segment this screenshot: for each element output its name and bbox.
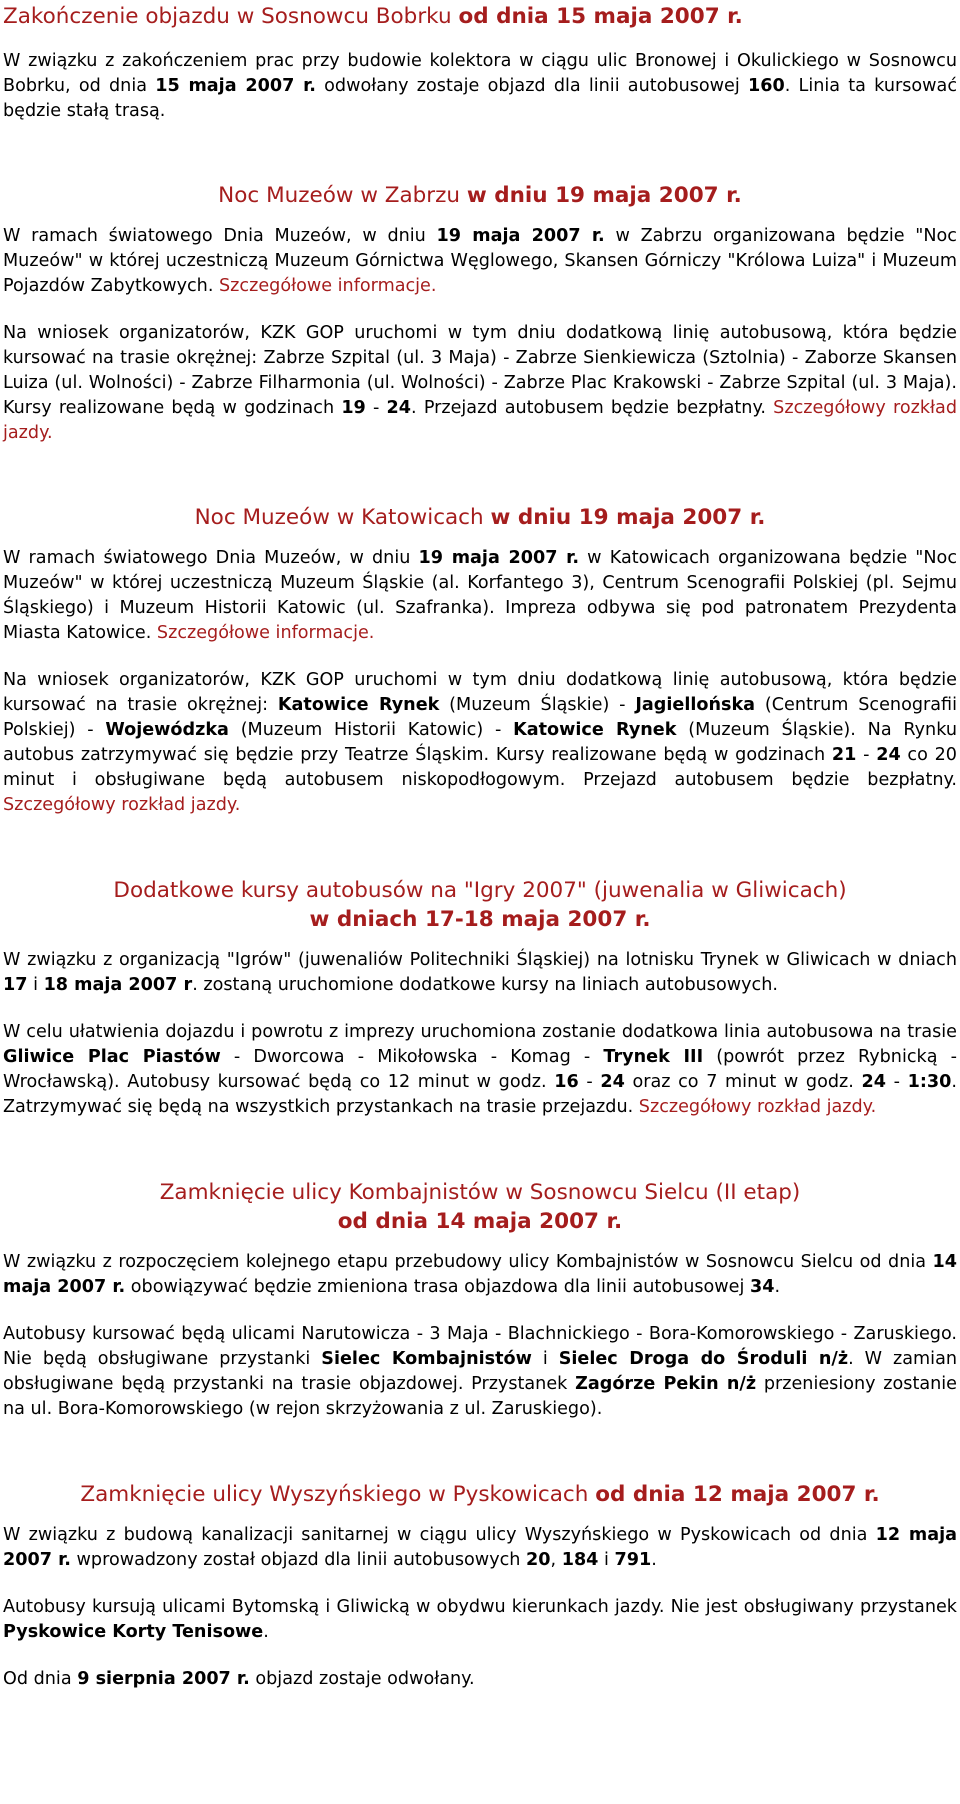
- section-title: Zamknięcie ulicy Kombajnistów w Sosnowcu Sielcu (II etap) od dnia 14 maja 2007 r.: [3, 1178, 957, 1236]
- title-date: w dniu 19 maja 2007 r.: [490, 505, 766, 530]
- paragraph: Od dnia 9 sierpnia 2007 r. objazd zostaje odwołany.: [3, 1669, 475, 1689]
- details-link[interactable]: Szczegółowe informacje.: [219, 276, 437, 296]
- details-link[interactable]: Szczegółowe informacje.: [156, 623, 375, 643]
- paragraph: W ramach światowego Dnia Muzeów, w dniu 19 maja 2007 r. w Katowicach organizowana będzie "Noc Muzeów" w której uczestniczą Muzeum Śląskie (al. Korfantego 3), Centrum Scenografii Polskiej (pl. Sejmu Śląskiego) i Muzeum Historii Katowic (ul. Szafranka). Impreza odbywa się pod patronatem Prezydenta Miasta Katowice. Szczegółowe informacje.: [3, 548, 957, 643]
- section-title: Noc Muzeów w Katowicach w dniu 19 maja 2007 r.: [194, 505, 766, 530]
- paragraph: W związku z rozpoczęciem kolejnego etapu przebudowy ulicy Kombajnistów w Sosnowcu Sielcu od dnia 14 maja 2007 r. obowiązywać będzie zmieniona trasa objazdowa dla linii autobusowej 34.: [3, 1252, 957, 1297]
- title-date: od dnia 12 maja 2007 r.: [595, 1482, 880, 1507]
- section-title: Zakończenie objazdu w Sosnowcu Bobrku od dnia 15 maja 2007 r.: [3, 4, 743, 29]
- timetable-link[interactable]: Szczegółowy rozkład jazdy.: [3, 795, 241, 815]
- notice-kombajnistow: [3, 1178, 957, 1422]
- paragraph: W związku z budową kanalizacji sanitarnej w ciągu ulicy Wyszyńskiego w Pyskowicach od dnia 12 maja 2007 r. wprowadzony został objazd dla linii autobusowych 20, 184 i 791.: [3, 1525, 958, 1570]
- title-date: w dniach 17-18 maja 2007 r.: [309, 907, 651, 932]
- section-title: Zamknięcie ulicy Wyszyńskiego w Pyskowicach od dnia 12 maja 2007 r.: [80, 1482, 880, 1507]
- paragraph: W ramach światowego Dnia Muzeów, w dniu 19 maja 2007 r. w Zabrzu organizowana będzie "Noc Muzeów" w której uczestniczą Muzeum Górnictwa Węglowego, Skansen Górniczy "Królowa Luiza" i Muzeum Pojazdów Zabytkowych. Szczegółowe informacje.: [3, 226, 957, 296]
- paragraph: W związku z zakończeniem prac przy budowie kolektora w ciągu ulic Bronowej i Okulickiego w Sosnowcu Bobrku, od dnia 15 maja 2007 r. odwołany zostaje objazd dla linii autobusowej 160. Linia ta kursować będzie stałą trasą.: [3, 51, 957, 121]
- timetable-link[interactable]: Szczegółowy rozkład jazdy.: [638, 1097, 877, 1117]
- paragraph: W celu ułatwienia dojazdu i powrotu z imprezy uruchomiona zostanie dodatkowa linia autobusowa na trasie Gliwice Plac Piastów - Dworcowa - Mikołowska - Komag - Trynek III (powrót przez Rybnicką - Wrocławską). Autobusy kursować będą co 12 minut w godz. 16 - 24 oraz co 7 minut w godz. 24 - 1:30. Zatrzymywać się będą na wszystkich przystankach na trasie przejazdu. Szczegółowy rozkład jazdy.: [3, 1022, 957, 1117]
- paragraph: Na wniosek organizatorów, KZK GOP uruchomi w tym dniu dodatkową linię autobusową, która będzie kursować na trasie okrężnej: Zabrze Szpital (ul. 3 Maja) - Zabrze Sienkiewicza (Sztolnia) - Zaborze Skansen Luiza (ul. Wolności) - Zabrze Filharmonia (ul. Wolności) - Zabrze Plac Krakowski - Zabrze Szpital (ul. 3 Maja). Kursy realizowane będą w godzinach 19 - 24. Przejazd autobusem będzie bezpłatny. Szczegółowy rozkład jazdy.: [3, 323, 957, 443]
- notice-noc-muzeow-katowice: [3, 503, 957, 818]
- timetable-link[interactable]: Szczegółowy rozkład jazdy.: [3, 398, 957, 443]
- title-date: w dniu 19 maja 2007 r.: [466, 183, 742, 208]
- section-title: Noc Muzeów w Zabrzu w dniu 19 maja 2007 r.: [218, 183, 742, 208]
- paragraph: W związku z organizacją "Igrów" (juwenaliów Politechniki Śląskiej) na lotnisku Trynek w Gliwicach w dniach 17 i 18 maja 2007 r. zostaną uruchomione dodatkowe kursy na liniach autobusowych.: [3, 950, 957, 995]
- notice-noc-muzeow-zabrze: [3, 181, 957, 446]
- paragraph: Autobusy kursować będą ulicami Narutowicza - 3 Maja - Blachnickiego - Bora-Komorowskiego - Zaruskiego. Nie będą obsługiwane przystanki Sielec Kombajnistów i Sielec Droga do Środuli n/ż. W zamian obsługiwane będą przystanki na trasie objazdowej. Przystanek Zagórze Pekin n/ż przeniesiony zostanie na ul. Bora-Komorowskiego (w rejon skrzyżowania z ul. Zaruskiego).: [3, 1324, 958, 1419]
- title-date: od dnia 15 maja 2007 r.: [458, 4, 743, 29]
- paragraph: Autobusy kursują ulicami Bytomską i Gliwicką w obydwu kierunkach jazdy. Nie jest obsługiwany przystanek Pyskowice Korty Tenisowe.: [3, 1597, 957, 1642]
- notice-wyszynskiego: [3, 1480, 957, 1692]
- notice-sosnowiec-bobrek: [3, 2, 957, 124]
- section-title: Dodatkowe kursy autobusów na "Igry 2007" (juwenalia w Gliwicach) w dniach 17-18 maja 2007 r.: [3, 876, 957, 934]
- paragraph: Na wniosek organizatorów, KZK GOP uruchomi w tym dniu dodatkową linię autobusową, która będzie kursować na trasie okrężnej: Katowice Rynek (Muzeum Śląskie) - Jagiellońska (Centrum Scenografii Polskiej) - Wojewódzka (Muzeum Historii Katowic) - Katowice Rynek (Muzeum Śląskie). Na Rynku autobus zatrzymywać się będzie przy Teatrze Śląskim. Kursy realizowane będą w godzinach 21 - 24 co 20 minut i obsługiwane będą autobusem niskopodłogowym. Przejazd autobusem będzie bezpłatny. Szczegółowy rozkład jazdy.: [3, 670, 957, 815]
- notice-igry-2007: [3, 876, 957, 1120]
- title-date: od dnia 14 maja 2007 r.: [337, 1209, 623, 1234]
